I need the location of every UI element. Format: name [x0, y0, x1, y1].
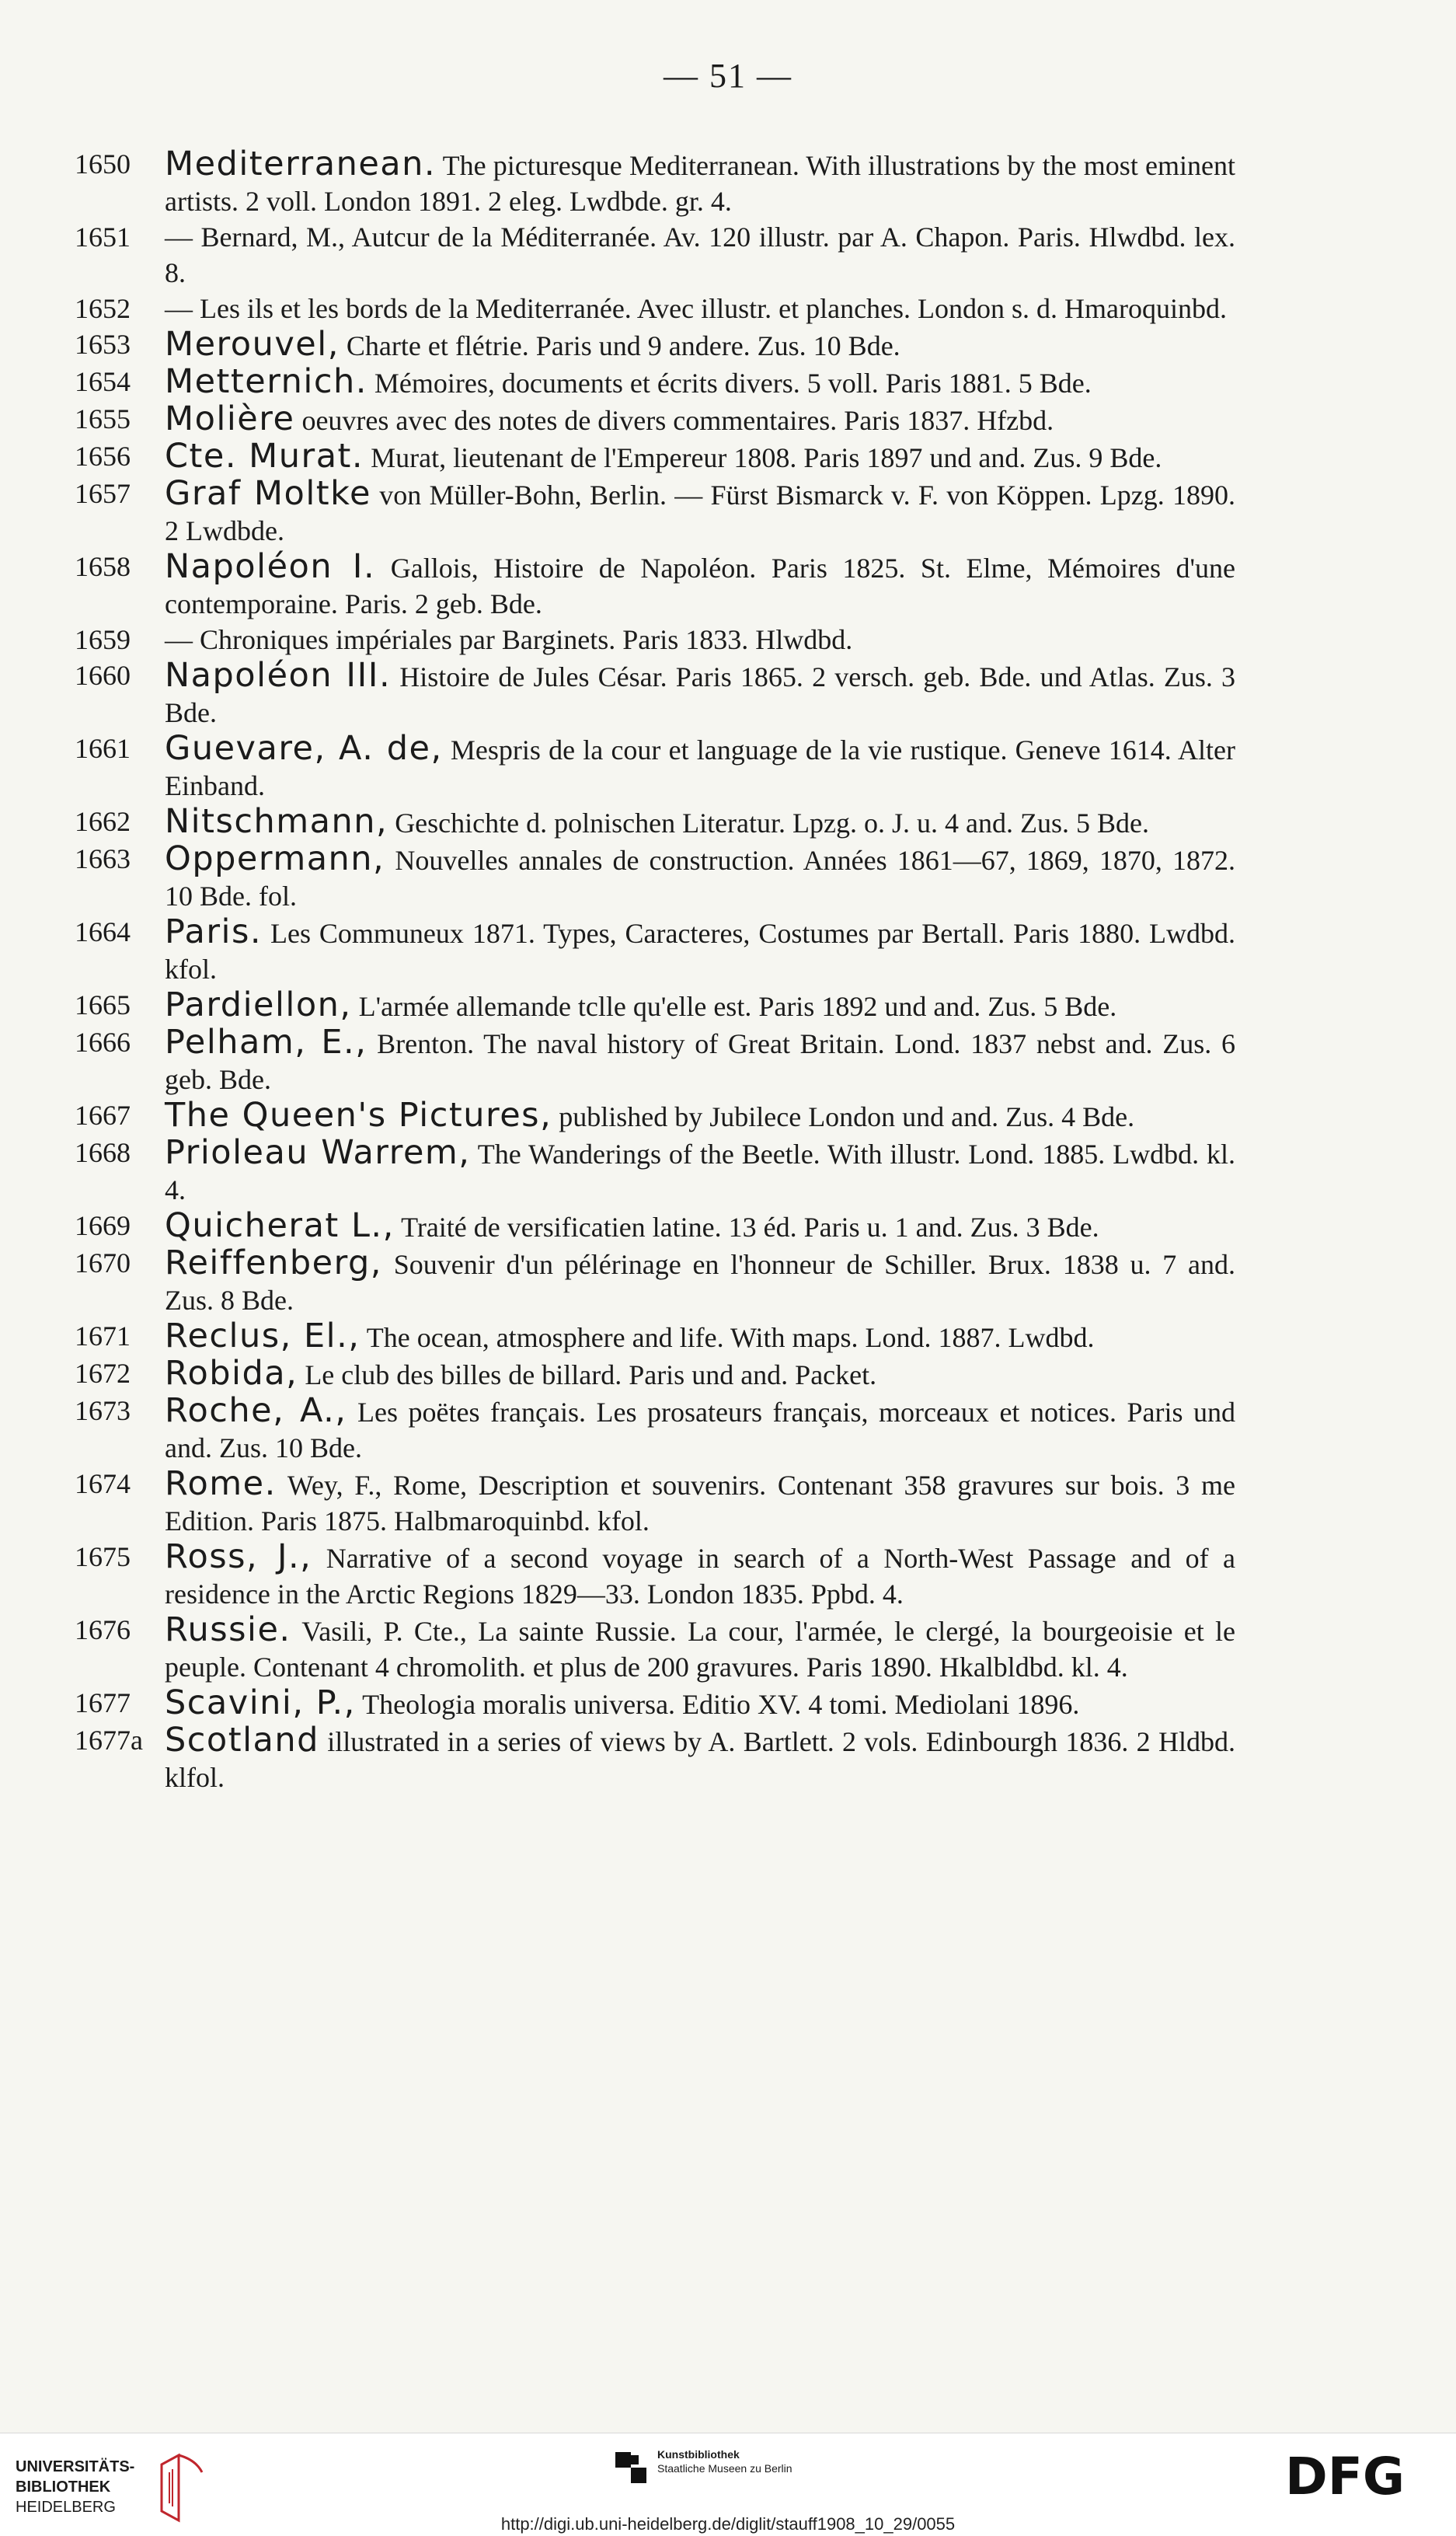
catalog-entry	[70, 658, 1235, 731]
ub-line-3: HEIDELBERG	[16, 2499, 116, 2516]
catalog-entry	[70, 1722, 1235, 1795]
catalog-entry	[70, 622, 1235, 658]
entry-number: 1654	[75, 366, 131, 397]
entry-text: Mémoires, documents et écrits divers. 5 voll. Paris 1881. 5 Bde.	[374, 368, 1092, 399]
catalog-entry	[70, 1208, 1235, 1245]
entry-text: — Bernard, M., Autcur de la Méditerranée. Av. 120 illustr. par A. Chapon. Paris. Hlwdbd. lex. 8.	[165, 222, 1235, 288]
entry-heading: Oppermann,	[165, 839, 385, 878]
catalog-entry	[70, 438, 1235, 476]
entry-text: The Wanderings of the Beetle. With illustr. Lond. 1885. Lwdbd. kl. 4.	[165, 1139, 1235, 1205]
entry-heading: Napoléon I.	[165, 547, 376, 586]
entry-number: 1659	[75, 624, 131, 655]
entry-heading: Metternich.	[165, 362, 367, 401]
entry-number: 1672	[75, 1358, 131, 1389]
catalog-entry	[70, 841, 1235, 914]
entry-number: 1670	[75, 1247, 131, 1278]
entry-heading: Merouvel,	[165, 325, 340, 364]
catalog-entry	[70, 1685, 1235, 1722]
entry-text: Theologia moralis universa. Editio XV. 4 tomi. Mediolani 1896.	[362, 1689, 1080, 1720]
catalog-entry	[70, 1318, 1235, 1355]
entry-heading: Ross, J.,	[165, 1537, 312, 1576]
entry-number: 1673	[75, 1395, 131, 1426]
entry-heading: Nitschmann,	[165, 802, 388, 841]
entry-text: Murat, lieutenant de l'Empereur 1808. Paris 1897 und and. Zus. 9 Bde.	[371, 442, 1162, 473]
entry-text: Charte et flétrie. Paris und 9 andere. Zus. 10 Bde.	[346, 330, 900, 361]
entry-heading: Reiffenberg,	[165, 1244, 382, 1282]
entry-text: Les poëtes français. Les prosateurs français, morceaux et notices. Paris und and. Zus. 10 Bde.	[165, 1397, 1236, 1463]
entry-number: 1668	[75, 1137, 131, 1168]
entry-text: illustrated in a series of views by A. Bartlett. 2 vols. Edinbourgh 1836. 2 Hldbd. klfol.	[165, 1726, 1235, 1793]
entry-number: 1655	[75, 403, 131, 434]
entry-text: Les Communeux 1871. Types, Caracteres, Costumes par Bertall. Paris 1880. Lwdbd. kfol.	[165, 918, 1236, 985]
entry-number: 1662	[75, 806, 131, 837]
catalog-entry	[70, 219, 1235, 291]
catalog-entry	[70, 1466, 1235, 1539]
entry-number: 1675	[75, 1541, 131, 1572]
ub-line-1: UNIVERSITÄTS-	[16, 2458, 135, 2475]
entry-heading: Reclus, El.,	[165, 1317, 361, 1355]
entry-text: The ocean, atmosphere and life. With maps. Lond. 1887. Lwdbd.	[366, 1322, 1095, 1353]
catalog-entry	[70, 291, 1235, 326]
catalog-entry	[70, 987, 1235, 1024]
catalog-entry	[70, 914, 1235, 987]
entry-text: Vasili, P. Cte., La sainte Russie. La cour, l'armée, le clergé, la bourgeoisie et le peuple. Contenant 4 chromolith. et plus de 200 gravures. Paris 1890. Hkalbldbd. kl. 4.	[165, 1616, 1236, 1683]
entry-text: The picturesque Mediterranean. With illustrations by the most eminent artists. 2 voll. London 1891. 2 eleg. Lwdbde. gr. 4.	[165, 150, 1235, 217]
catalog-entry	[70, 731, 1235, 804]
entry-number: 1652	[75, 293, 131, 324]
entry-text: Histoire de Jules César. Paris 1865. 2 versch. geb. Bde. und Atlas. Zus. 3 Bde.	[165, 661, 1236, 728]
entry-number: 1671	[75, 1320, 131, 1352]
catalog-entry	[70, 146, 1235, 219]
entry-text: Nouvelles annales de construction. Années 1861—67, 1869, 1870, 1872. 10 Bde. fol.	[165, 845, 1235, 912]
entry-list	[70, 146, 1235, 1795]
entry-text: von Müller-Bohn, Berlin. — Fürst Bismarck v. F. von Köppen. Lpzg. 1890. 2 Lwdbde.	[165, 480, 1236, 546]
catalog-entry	[70, 1097, 1235, 1135]
kb-line-2: Staatliche Museen zu Berlin	[657, 2462, 792, 2475]
kunstbibliothek-emblem-icon	[614, 2451, 650, 2485]
entry-number: 1664	[75, 916, 131, 947]
catalog-entry	[70, 1245, 1235, 1318]
catalog-entry	[70, 1393, 1235, 1466]
entry-text: Traité de versificatien latine. 13 éd. Paris u. 1 and. Zus. 3 Bde.	[401, 1212, 1099, 1243]
entry-text: published by Jubilece London und and. Zus. 4 Bde.	[559, 1101, 1135, 1132]
entry-number: 1650	[75, 148, 131, 180]
entry-heading: Russie.	[165, 1610, 291, 1649]
entry-text: L'armée allemande tclle qu'elle est. Paris 1892 und and. Zus. 5 Bde.	[358, 991, 1117, 1022]
footer-bar	[0, 2433, 1456, 2536]
entry-heading: Guevare, A. de,	[165, 729, 443, 768]
entry-heading: Napoléon III.	[165, 656, 392, 695]
entry-text: — Chroniques impériales par Barginets. Paris 1833. Hlwdbd.	[165, 624, 853, 655]
entry-number: 1660	[75, 660, 131, 691]
entry-number: 1677a	[75, 1725, 143, 1756]
entry-heading: Molière	[165, 399, 295, 438]
source-url[interactable]: http://digi.ub.uni-heidelberg.de/diglit/stauff1908_10_29/0055	[500, 2514, 956, 2534]
catalog-entry	[70, 1355, 1235, 1393]
ub-line-2: BIBLIOTHEK	[16, 2478, 111, 2496]
catalog-entry	[70, 1539, 1235, 1612]
entry-text: Le club des billes de billard. Paris und and. Packet.	[305, 1359, 877, 1390]
entry-number: 1658	[75, 551, 131, 582]
catalog-entry	[70, 401, 1235, 438]
kb-line-1: Kunstbibliothek	[657, 2448, 740, 2461]
catalog-entry	[70, 476, 1235, 549]
entry-heading: Graf Moltke	[165, 474, 371, 513]
entry-heading: Prioleau Warrem,	[165, 1133, 471, 1172]
entry-text: Souvenir d'un pélérinage en l'honneur de Schiller. Brux. 1838 u. 7 and. Zus. 8 Bde.	[165, 1249, 1236, 1316]
entry-heading: Scotland	[165, 1721, 319, 1760]
entry-number: 1674	[75, 1468, 131, 1499]
entry-number: 1669	[75, 1210, 131, 1241]
entry-heading: The Queen's Pictures,	[165, 1096, 552, 1135]
entry-number: 1663	[75, 843, 131, 874]
entry-heading: Paris.	[165, 912, 263, 951]
entry-number: 1657	[75, 478, 131, 509]
catalog-entry	[70, 1612, 1235, 1685]
entry-text: oeuvres avec des notes de divers commentaires. Paris 1837. Hfzbd.	[301, 405, 1054, 436]
catalog-entry	[70, 549, 1235, 622]
entry-number: 1653	[75, 329, 131, 360]
entry-text: Wey, F., Rome, Description et souvenirs. Contenant 358 gravures sur bois. 3 me Edition. Paris 1875. Halbmaroquinbd. kfol.	[165, 1470, 1235, 1537]
entry-text: Narrative of a second voyage in search of a North-West Passage and of a residence in the Arctic Regions 1829—33. London 1835. Ppbd. 4.	[165, 1543, 1235, 1610]
entry-heading: Robida,	[165, 1354, 298, 1393]
entry-number: 1656	[75, 441, 131, 472]
entry-number: 1677	[75, 1687, 131, 1718]
entry-heading: Scavini, P.,	[165, 1683, 356, 1722]
catalog-entry	[70, 326, 1235, 364]
entry-heading: Mediterranean.	[165, 145, 437, 183]
catalog-entry	[70, 364, 1235, 401]
entry-number: 1651	[75, 222, 131, 253]
dfg-logo	[1285, 2449, 1440, 2503]
entry-heading: Cte. Murat.	[165, 437, 364, 476]
entry-number: 1666	[75, 1027, 131, 1058]
entry-heading: Pelham, E.,	[165, 1023, 367, 1062]
entry-number: 1676	[75, 1614, 131, 1645]
catalog-entry	[70, 804, 1235, 841]
entry-text: Gallois, Histoire de Napoléon. Paris 1825. St. Elme, Mémoires d'une contemporaine. Paris. 2 geb. Bde.	[165, 553, 1236, 619]
entry-heading: Pardiellon,	[165, 985, 352, 1024]
dfg-logo-text: DFG	[1285, 2449, 1405, 2503]
entry-number: 1661	[75, 733, 131, 764]
entry-number: 1667	[75, 1100, 131, 1131]
entry-heading: Rome.	[165, 1464, 277, 1503]
entry-number: 1665	[75, 989, 131, 1020]
page-number: — 51 —	[664, 57, 792, 95]
entry-text: Brenton. The naval history of Great Britain. Lond. 1837 nebst and. Zus. 6 geb. Bde.	[165, 1028, 1236, 1095]
entry-heading: Roche, A.,	[165, 1391, 347, 1430]
entry-text: — Les ils et les bords de la Mediterranée. Avec illustr. et planches. London s. d. Hmaroquinbd.	[165, 293, 1228, 324]
entry-text: Geschichte d. polnischen Literatur. Lpzg. o. J. u. 4 and. Zus. 5 Bde.	[395, 808, 1149, 839]
catalog-entry	[70, 1024, 1235, 1097]
entry-heading: Quicherat L.,	[165, 1206, 395, 1245]
catalog-entry	[70, 1135, 1235, 1208]
entry-text: Mespris de la cour et language de la vie rustique. Geneve 1614. Alter Einband.	[165, 734, 1235, 801]
